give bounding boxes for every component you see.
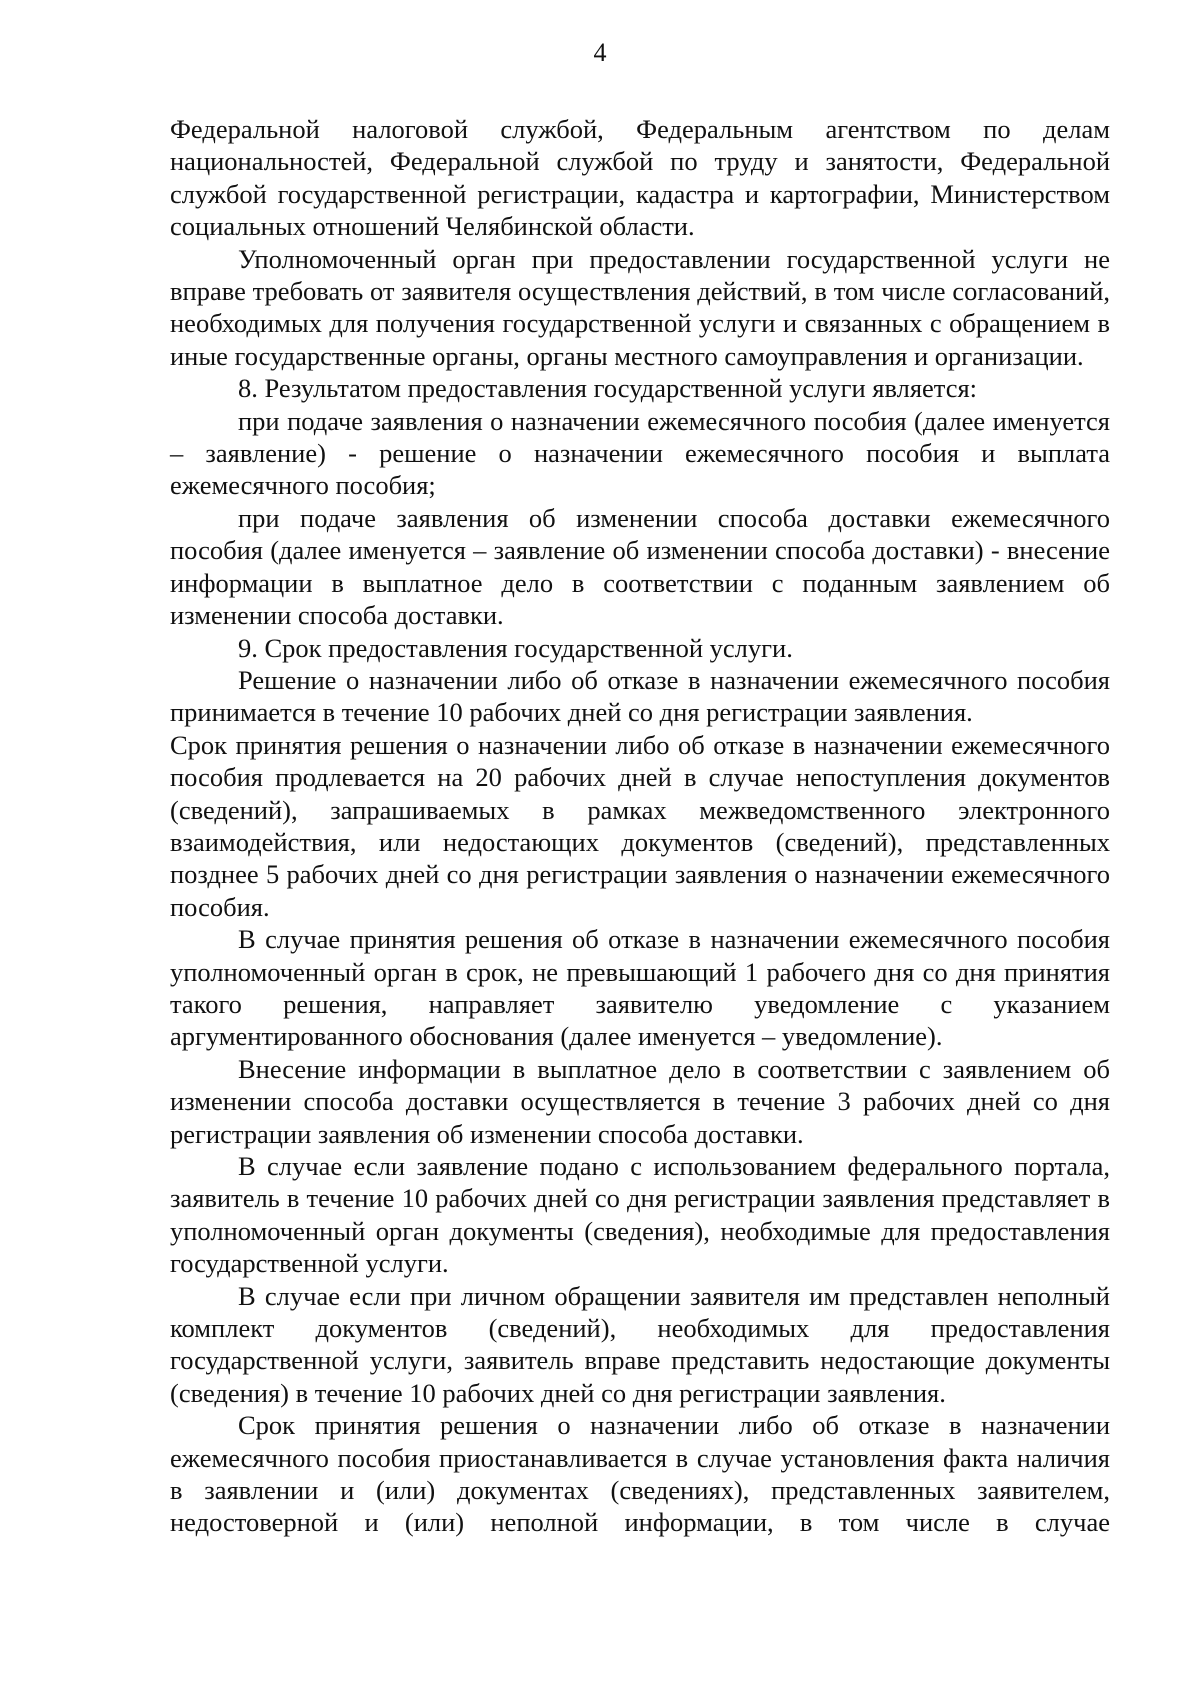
paragraph-result-assignment: при подаче заявления о назначении ежемесячного пособия (далее именуется – заявление) - решение о назначении ежемесячного пособия и выплата ежемесячного пособия;: [170, 405, 1110, 501]
document-body: [170, 113, 1110, 1539]
paragraph-term-extension: Срок принятия решения о назначении либо об отказе в назначении ежемесячного пособия продлевается на 20 рабочих дней в случае непоступления документов (сведений), запрашиваемых в рамках межведомственного электронного взаимодействия, или недостающих документов (сведений), представленных позднее 5 рабочих дней со дня регистрации заявления о назначении ежемесячного пособия.: [170, 729, 1110, 922]
paragraph-result-delivery-change: при подаче заявления об изменении способа доставки ежемесячного пособия (далее именуется – заявление об изменении способа доставки) - внесение информации в выплатное дело в соответствии с поданным заявлением об изменении способа доставки.: [170, 502, 1110, 631]
paragraph-delivery-change-term: Внесение информации в выплатное дело в соответствии с заявлением об изменении способа доставки осуществляется в течение 3 рабочих дней со дня регистрации заявления об изменении способа доставки.: [170, 1053, 1110, 1149]
paragraph-refusal-notice: В случае принятия решения об отказе в назначении ежемесячного пособия уполномоченный орган в срок, не превышающий 1 рабочего дня со дня принятия такого решения, направляет заявителю уведомление с указанием аргументированного обоснования (далее именуется – уведомление).: [170, 924, 1110, 1052]
paragraph-term-suspension: Срок принятия решения о назначении либо об отказе в назначении ежемесячного пособия приостанавливается в случае установления факта наличия в заявлении и (или) документах (сведениях), представленных заявителем, недостоверной и (или) неполной информации, в том числе в случае: [170, 1410, 1110, 1538]
paragraph-incomplete-documents: В случае если при личном обращении заявителя им представлен неполный комплект документов (сведений), необходимых для предоставления государственной услуги, заявитель вправе представить недостающие документы (сведения) в течение 10 рабочих дней со дня регистрации заявления.: [170, 1280, 1110, 1408]
paragraph-decision-term: Решение о назначении либо об отказе в назначении ежемесячного пособия принимается в течение 10 рабочих дней со дня регистрации заявления.: [170, 664, 1110, 728]
page-number: 4: [593, 38, 607, 67]
paragraph-item-9-heading: 9. Срок предоставления государственной услуги.: [238, 632, 793, 663]
paragraph-item-8-heading: 8. Результатом предоставления государственной услуги является:: [238, 373, 978, 404]
paragraph-authority-restrictions: Уполномоченный орган при предоставлении государственной услуги не вправе требовать от заявителя осуществления действий, в том числе согласований, необходимых для получения государственной услуги и связанных с обращением в иные государственные органы, органы местного самоуправления и организации.: [170, 243, 1110, 371]
paragraph-federal-portal: В случае если заявление подано с использованием федерального портала, заявитель в течение 10 рабочих дней со дня регистрации заявления представляет в уполномоченный орган документы (сведения), необходимые для предоставления государственной услуги.: [170, 1151, 1110, 1279]
paragraph-agencies-list: Федеральной налоговой службой, Федеральным агентством по делам национальностей, Федеральной службой по труду и занятости, Федеральной службой государственной регистрации, кадастра и картографии, Министерством социальных отношений Челябинской области.: [170, 114, 1110, 242]
